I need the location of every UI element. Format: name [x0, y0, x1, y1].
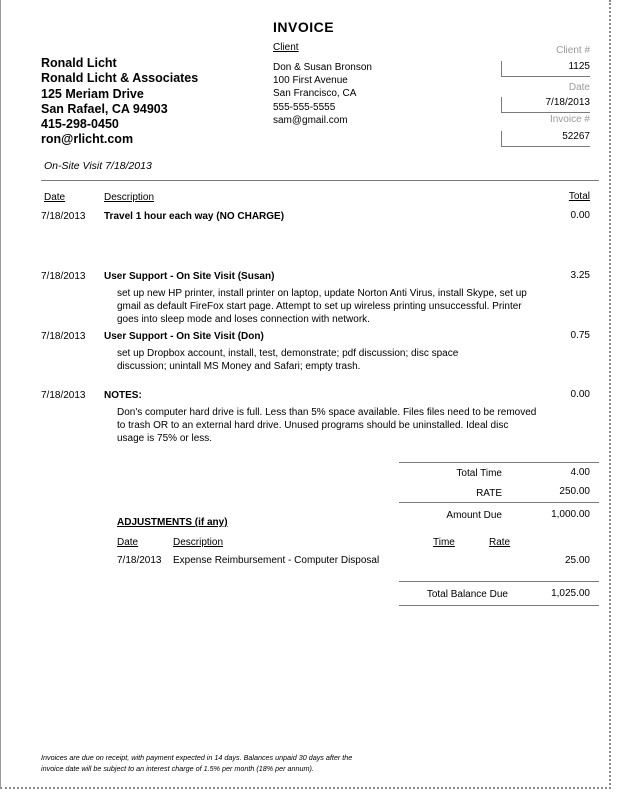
sender-phone: 415-298-0450: [41, 117, 119, 132]
client-email: sam@gmail.com: [273, 114, 348, 126]
adjustments-column-description: Description: [173, 537, 224, 548]
item-date: 7/18/2013: [41, 390, 86, 401]
invoice-number-field: [501, 131, 590, 147]
adjustments-column-time: Time: [433, 537, 455, 548]
client-number-field: [501, 61, 590, 77]
payment-terms: [41, 753, 352, 774]
total-divider: [399, 605, 599, 606]
amount-due-value: 1,000.00: [551, 509, 590, 520]
item-date: 7/18/2013: [41, 331, 86, 342]
client-name: Don & Susan Bronson: [273, 62, 372, 73]
summary-divider: [399, 502, 599, 503]
item-description: set up new HP printer, install printer on laptop, update Norton Anti Virus, install Skype, set up gmail as default FireFox start page. Attempt to set up wireless printing unsuccessful. Printer goes into sleep mode and loses connection with network.: [117, 288, 527, 325]
rate-label: RATE: [476, 488, 502, 499]
total-balance-value: 1,025.00: [551, 588, 590, 599]
sender-block: [41, 56, 198, 148]
adjustment-amount: 25.00: [564, 555, 590, 566]
sender-name: Ronald Licht: [41, 56, 117, 70]
client-number-value: 1125: [568, 61, 590, 72]
date-label: Date: [568, 82, 590, 93]
sender-city: San Rafael, CA 94903: [41, 101, 168, 116]
date-value: 7/18/2013: [545, 97, 590, 108]
client-phone: 555-555-5555: [273, 101, 336, 113]
sender-email: ron@rlicht.com: [41, 132, 134, 147]
sender-company: Ronald Licht & Associates: [41, 71, 199, 86]
item-total: 0.75: [570, 330, 590, 341]
total-balance-label: Total Balance Due: [426, 589, 508, 600]
item-description: Don's computer hard drive is full. Less than 5% space available. Files files need to be removed to trash OR to an external hard drive. Unused programs should be uninstalled. Ideal disc usage is 75% or less.: [117, 407, 537, 444]
adjustment-date: 7/18/2013: [117, 555, 162, 566]
item-total: 0.00: [570, 210, 590, 221]
invoice-title: INVOICE: [273, 19, 335, 35]
invoice-number-label: Invoice #: [549, 114, 590, 125]
client-number-label: Client #: [556, 45, 590, 56]
item-date: 7/18/2013: [41, 271, 86, 282]
payment-terms-line: invoice date will be subject to an interest charge of 1.5% per month (18% per annum).: [41, 763, 314, 773]
total-time-value: 4.00: [570, 467, 590, 478]
total-time-label: Total Time: [456, 468, 502, 479]
summary-divider: [399, 462, 599, 463]
rate-value: 250.00: [559, 486, 590, 497]
adjustments-column-rate: Rate: [489, 537, 511, 548]
sender-street: 125 Meriam Drive: [41, 86, 144, 101]
item-title: User Support - On Site Visit (Susan): [104, 271, 275, 282]
amount-due-label: Amount Due: [446, 510, 502, 521]
payment-terms-line: Invoices are due on receipt, with payment expected in 14 days. Balances unpaid 30 days after the: [41, 753, 353, 762]
visit-title: On-Site Visit 7/18/2013: [44, 160, 152, 172]
item-date: 7/18/2013: [41, 211, 86, 222]
adjustment-description: Expense Reimbursement - Computer Disposal: [173, 555, 380, 566]
header-divider: [41, 180, 599, 181]
column-date: Date: [44, 192, 66, 203]
client-street: 100 First Avenue: [273, 75, 348, 87]
column-total: Total: [568, 191, 590, 202]
client-city: San Francisco, CA: [273, 88, 357, 100]
item-total: 0.00: [570, 389, 590, 400]
date-field: [501, 97, 590, 113]
item-title: Travel 1 hour each way (NO CHARGE): [104, 211, 285, 222]
client-block: [273, 61, 372, 127]
item-total: 3.25: [570, 270, 590, 281]
invoice-number-value: 52267: [562, 131, 590, 142]
item-title: NOTES:: [104, 390, 142, 401]
total-divider: [399, 581, 599, 582]
adjustments-column-date: Date: [117, 537, 139, 548]
item-description: set up Dropbox account, install, test, demonstrate; pdf discussion; disc space discussion; unintall MS Money and Safari; empty trash.: [117, 348, 459, 372]
column-description: Description: [104, 192, 155, 203]
adjustments-heading: ADJUSTMENTS (if any): [117, 517, 228, 528]
client-label: Client: [273, 42, 299, 53]
item-title: User Support - On Site Visit (Don): [104, 331, 264, 342]
